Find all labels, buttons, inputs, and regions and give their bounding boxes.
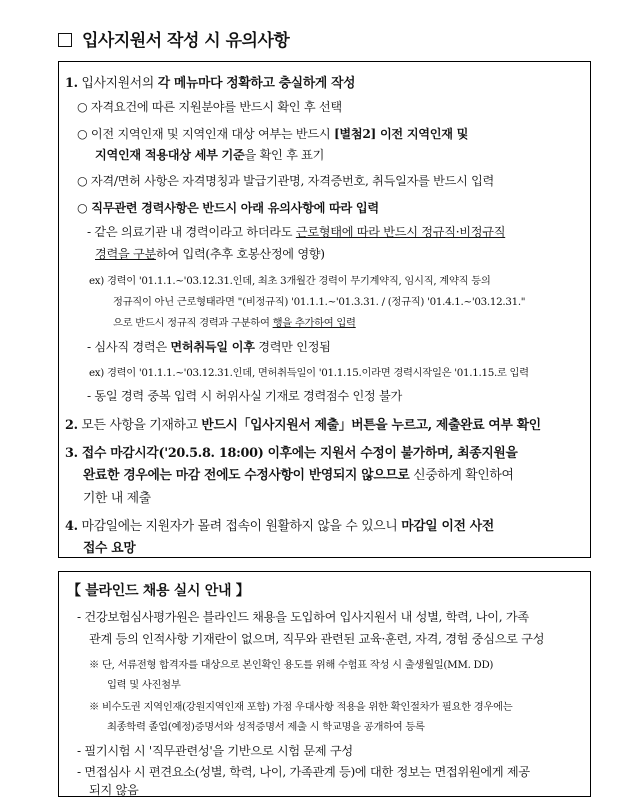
blind-hiring-panel xyxy=(58,571,591,797)
bullet-2: ○ 이전 지역인재 및 지역인재 대상 여부는 반드시 [별첨2] 이전 지역인재 및 xyxy=(77,127,469,141)
item-3: 3. 접수 마감시각('20.5.8. 18:00) 이후에는 지원서 수정이 불가하며, 최종지원을 xyxy=(65,446,518,461)
blind-note-2-cont: 최종학력 졸업(예정)증명서와 성적증명서 제출 시 학교명을 공개하여 등록 xyxy=(107,721,425,733)
example-1-line-3: 으로 반드시 정규직 경력과 구분하여 행을 추가하여 입력 xyxy=(113,317,356,329)
bullet-1: ○ 자격요건에 따른 지원분야를 반드시 확인 후 선택 xyxy=(77,100,342,114)
example-1-line-2: 정규직이 아닌 근로형태라면 "(비정규직) '01.1.1.~'01.3.31. / (정규직) '01.4.1.~'03.12.31." xyxy=(113,296,526,308)
item-2: 2. 모든 사항을 기재하고 반드시「입사지원서 제출」버튼을 누르고, 제출완료 여부 확인 xyxy=(65,418,541,433)
dash-3: - 동일 경력 중복 입력 시 허위사실 기재로 경력점수 인정 불가 xyxy=(87,389,402,403)
example-2: ex) 경력이 '01.1.1.~'03.12.31.인데, 면허취득일이 '01.1.15.이라면 경력시작일은 '01.1.15.로 입력 xyxy=(89,367,529,379)
blind-line-4: - 면접심사 시 편견요소(성별, 학력, 나이, 가족관계 등)에 대한 정보는 면접위원에게 제공 xyxy=(77,765,530,779)
notice-panel xyxy=(58,61,591,558)
blind-header: 【 블라인드 채용 실시 안내 】 xyxy=(67,583,250,599)
blind-line-5: 되지 않음 xyxy=(89,783,139,797)
item-4: 4. 마감일에는 지원자가 몰려 접속이 원활하지 않을 수 있으니 마감일 이전 사전 xyxy=(65,519,494,534)
item-3-cont: 완료한 경우에는 마감 전에도 수정사항이 반영되지 않으므로 신중하게 확인하여 xyxy=(83,468,514,483)
blind-line-1: - 건강보험심사평가원은 블라인드 채용을 도입하여 입사지원서 내 성별, 학력, 나이, 가족 xyxy=(77,610,529,624)
blind-note-2: ※ 비수도권 지역인재(강원지역인재 포함) 가점 우대사항 적용을 위한 확인절차가 필요한 경우에는 xyxy=(89,701,513,713)
dash-1: - 같은 의료기관 내 경력이라고 하더라도 근로형태에 따라 반드시 정규직·비정규직 xyxy=(87,225,506,239)
dash-1-cont: 경력을 구분하여 입력(추후 호봉산정에 영향) xyxy=(95,247,325,261)
blind-note-1: ※ 단, 서류전형 합격자를 대상으로 본인확인 용도를 위해 수험표 작성 시 출생월일(MM. DD) xyxy=(89,659,494,671)
example-1-line-1: ex) 경력이 '01.1.1.~'03.12.31.인데, 최초 3개월간 경력이 무기계약직, 임시직, 계약직 등의 xyxy=(89,275,491,287)
blind-line-3: - 필기시험 시 '직무관련성'을 기반으로 시험 문제 구성 xyxy=(77,744,353,758)
bullet-3: ○ 자격/면허 사항은 자격명칭과 발급기관명, 자격증번호, 취득일자를 반드시 입력 xyxy=(77,174,495,188)
blind-note-1-cont: 입력 및 사진첨부 xyxy=(107,679,181,691)
bullet-4: ○ 직무관련 경력사항은 반드시 아래 유의사항에 따라 입력 xyxy=(77,201,379,215)
item-4-cont: 접수 요망 xyxy=(83,541,136,556)
bullet-2-cont: 지역인재 적용대상 세부 기준을 확인 후 표기 xyxy=(95,148,325,162)
dash-2: - 심사직 경력은 면허취득일 이후 경력만 인정됨 xyxy=(87,340,331,354)
item-3-cont-2: 기한 내 제출 xyxy=(83,491,151,506)
item-1: 1. 입사지원서의 각 메뉴마다 정확하고 충실하게 작성 xyxy=(65,76,356,91)
checkbox-square-icon xyxy=(58,33,72,47)
blind-line-2: 관계 등의 인적사항 기재란이 없으며, 직무와 관련된 교육·훈련, 자격, 경험 중심으로 구성 xyxy=(89,632,545,646)
page-title: 입사지원서 작성 시 유의사항 xyxy=(58,26,289,51)
